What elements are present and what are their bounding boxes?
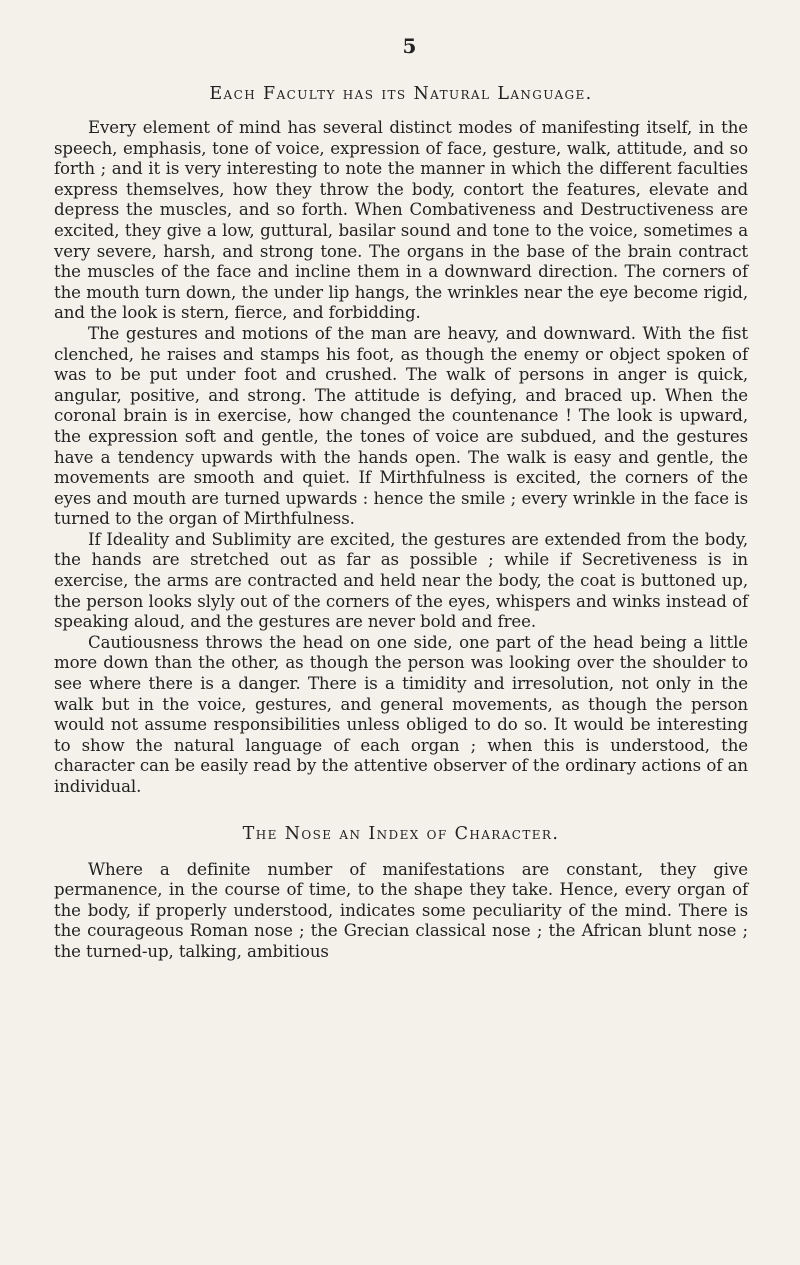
paragraph: Every element of mind has several distinct modes of manifesting itself, in the speech, emphasis, tone of voice, expression of face, gesture, walk, attitude, and so forth ; and it is very interesting to note the manner in which the different faculties express themselves, how they throw the body, contort the features, elevate and depress the muscles, and so forth. When Combativeness and Destructiveness are excited, they give a low, guttural, basilar sound and tone to the voice, sometimes a very severe, harsh, and strong tone. The organs in the base of the brain contract the muscles of the face and incline them in a downward direction. The corners of the mouth turn down, the under lip hangs, the wrinkles near the eye become rigid, and the look is stern, fierce, and forbidding. [54, 118, 748, 323]
section-heading-natural-language: Each Faculty has its Natural Language. [209, 84, 593, 104]
section-heading-nose-index: The Nose an Index of Character. [242, 823, 560, 844]
paragraph: The gestures and motions of the man are heavy, and downward. With the fist clenched, he raises and stamps his foot, as though the enemy or object spoken of was to be put under foot and crushed. The walk of persons in anger is quick, angular, positive, and strong. The attitude is defying, and braced up. When the coronal brain is in exercise, how changed the countenance ! The look is upward, the expression soft and gentle, the tones of voice are subdued, and the gestures have a tendency upwards with the hands open. The walk is easy and gentle, the movements are smooth and quiet. If Mirthfulness is excited, the corners of the eyes and mouth are turned upwards : hence the smile ; every wrinkle in the face is turned to the organ of Mirthfulness. [54, 323, 748, 529]
page-number: 5 [402, 34, 418, 58]
paragraph: Cautiousness throws the head on one side, one part of the head being a little more down than the other, as though the person was looking over the shoulder to see where there is a danger. There is a timidity and irresolution, not only in the walk but in the voice, gestures, and general movements, as though the person would not assume responsibilities unless obliged to do so. It would be interesting to show the natural language of each organ ; when this is understood, the character can be easily read by the attentive observer of the ordinary actions of an individual. [54, 632, 748, 796]
paragraph: If Ideality and Sublimity are excited, the gestures are extended from the body, the hands are stretched out as far as possible ; while if Secretiveness is in exercise, the arms are contracted and held near the body, the coat is buttoned up, the person looks slyly out of the corners of the eyes, whispers and winks instead of speaking aloud, and the gestures are never bold and free. [54, 529, 748, 632]
paragraph: Where a definite number of manifestations are constant, they give permanence, in the course of time, to the shape they take. Hence, every organ of the body, if properly understood, indicates some peculiarity of the mind. There is the courageous Roman nose ; the Grecian classical nose ; the African blunt nose ; the turned-up, talking, ambitious [54, 859, 748, 961]
section-spacer [54, 798, 748, 824]
